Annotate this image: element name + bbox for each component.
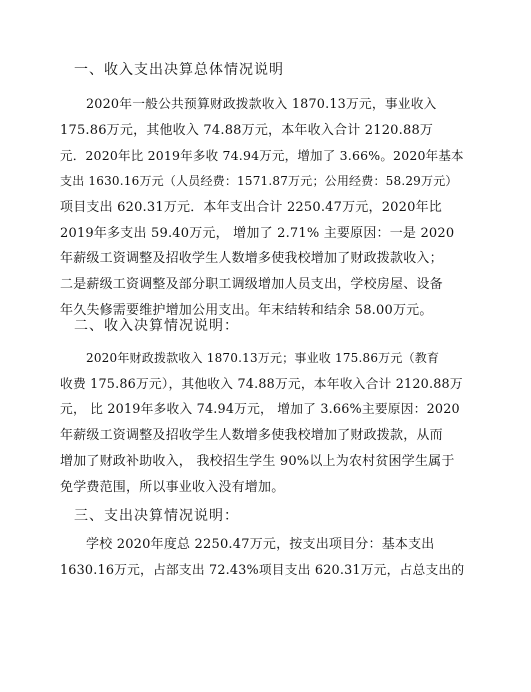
section-2-paragraph xyxy=(60,346,465,500)
section-2-heading: 二、收入决算情况说明： xyxy=(74,318,239,334)
paragraph-line: 免学费范围，所以事业收入没有增加。 xyxy=(60,479,285,495)
paragraph-line: 学校 2020年度总 2250.47万元，按支出项目分：基本支出 xyxy=(86,537,435,552)
paragraph-line: 增加了财政补助收入， 我校招生学生 90%以上为农村贫困学生属于 xyxy=(60,453,455,469)
paragraph-line: 收费 175.86万元），其他收入 74.88万元，本年收入合计 2120.88万 xyxy=(60,376,463,392)
paragraph-line: 175.86万元，其他收入 74.88万元，本年收入合计 2120.88万 xyxy=(60,122,434,138)
paragraph-line: 2020年一般公共预算财政拨款收入 1870.13万元，事业收入 xyxy=(86,97,437,112)
paragraph-line: 项目支出 620.31万元．本年支出合计 2250.47万元，2020年比 xyxy=(60,199,442,215)
paragraph-line: 年薪级工资调整及招收学生人数增多使我校增加了财政拨款，从而 xyxy=(60,428,443,444)
paragraph-line: 元．2020年比 2019年多收 74.94万元，增加了 3.66%。2020年基本 xyxy=(60,148,464,164)
paragraph-line: 二是薪级工资调整及部分职工调级增加人员支出，学校房屋、设备 xyxy=(60,276,443,292)
section-3-paragraph xyxy=(60,532,465,583)
paragraph-line: 1630.16万元，占部支出 72.43%项目支出 620.31万元，占总支出的 xyxy=(60,562,465,578)
paragraph-line: 2019年多支出 59.40万元， 增加了 2.71% 主要原因：一是 2020 xyxy=(60,225,455,241)
paragraph-line: 支出 1630.16万元（人员经费：1571.87万元；公用经费：58.29万元） xyxy=(60,174,458,189)
section-1-paragraph xyxy=(60,92,465,323)
paragraph-line: 2020年财政拨款收入 1870.13万元；事业收 175.86万元（教育 xyxy=(86,351,440,365)
paragraph-line: 元， 比 2019年多收入 74.94万元， 增加了 3.66%主要原因：2020 xyxy=(60,402,460,418)
paragraph-line: 年薪级工资调整及招收学生人数增多使我校增加了财政拨款收入； xyxy=(60,251,443,267)
section-3-heading: 三、支出决算情况说明： xyxy=(74,508,239,524)
paragraph-line: 年久失修需要维护增加公用支出。年末结转和结余 58.00万元。 xyxy=(60,302,433,318)
section-1-heading: 一、收入支出决算总体情况说明 xyxy=(74,62,284,78)
